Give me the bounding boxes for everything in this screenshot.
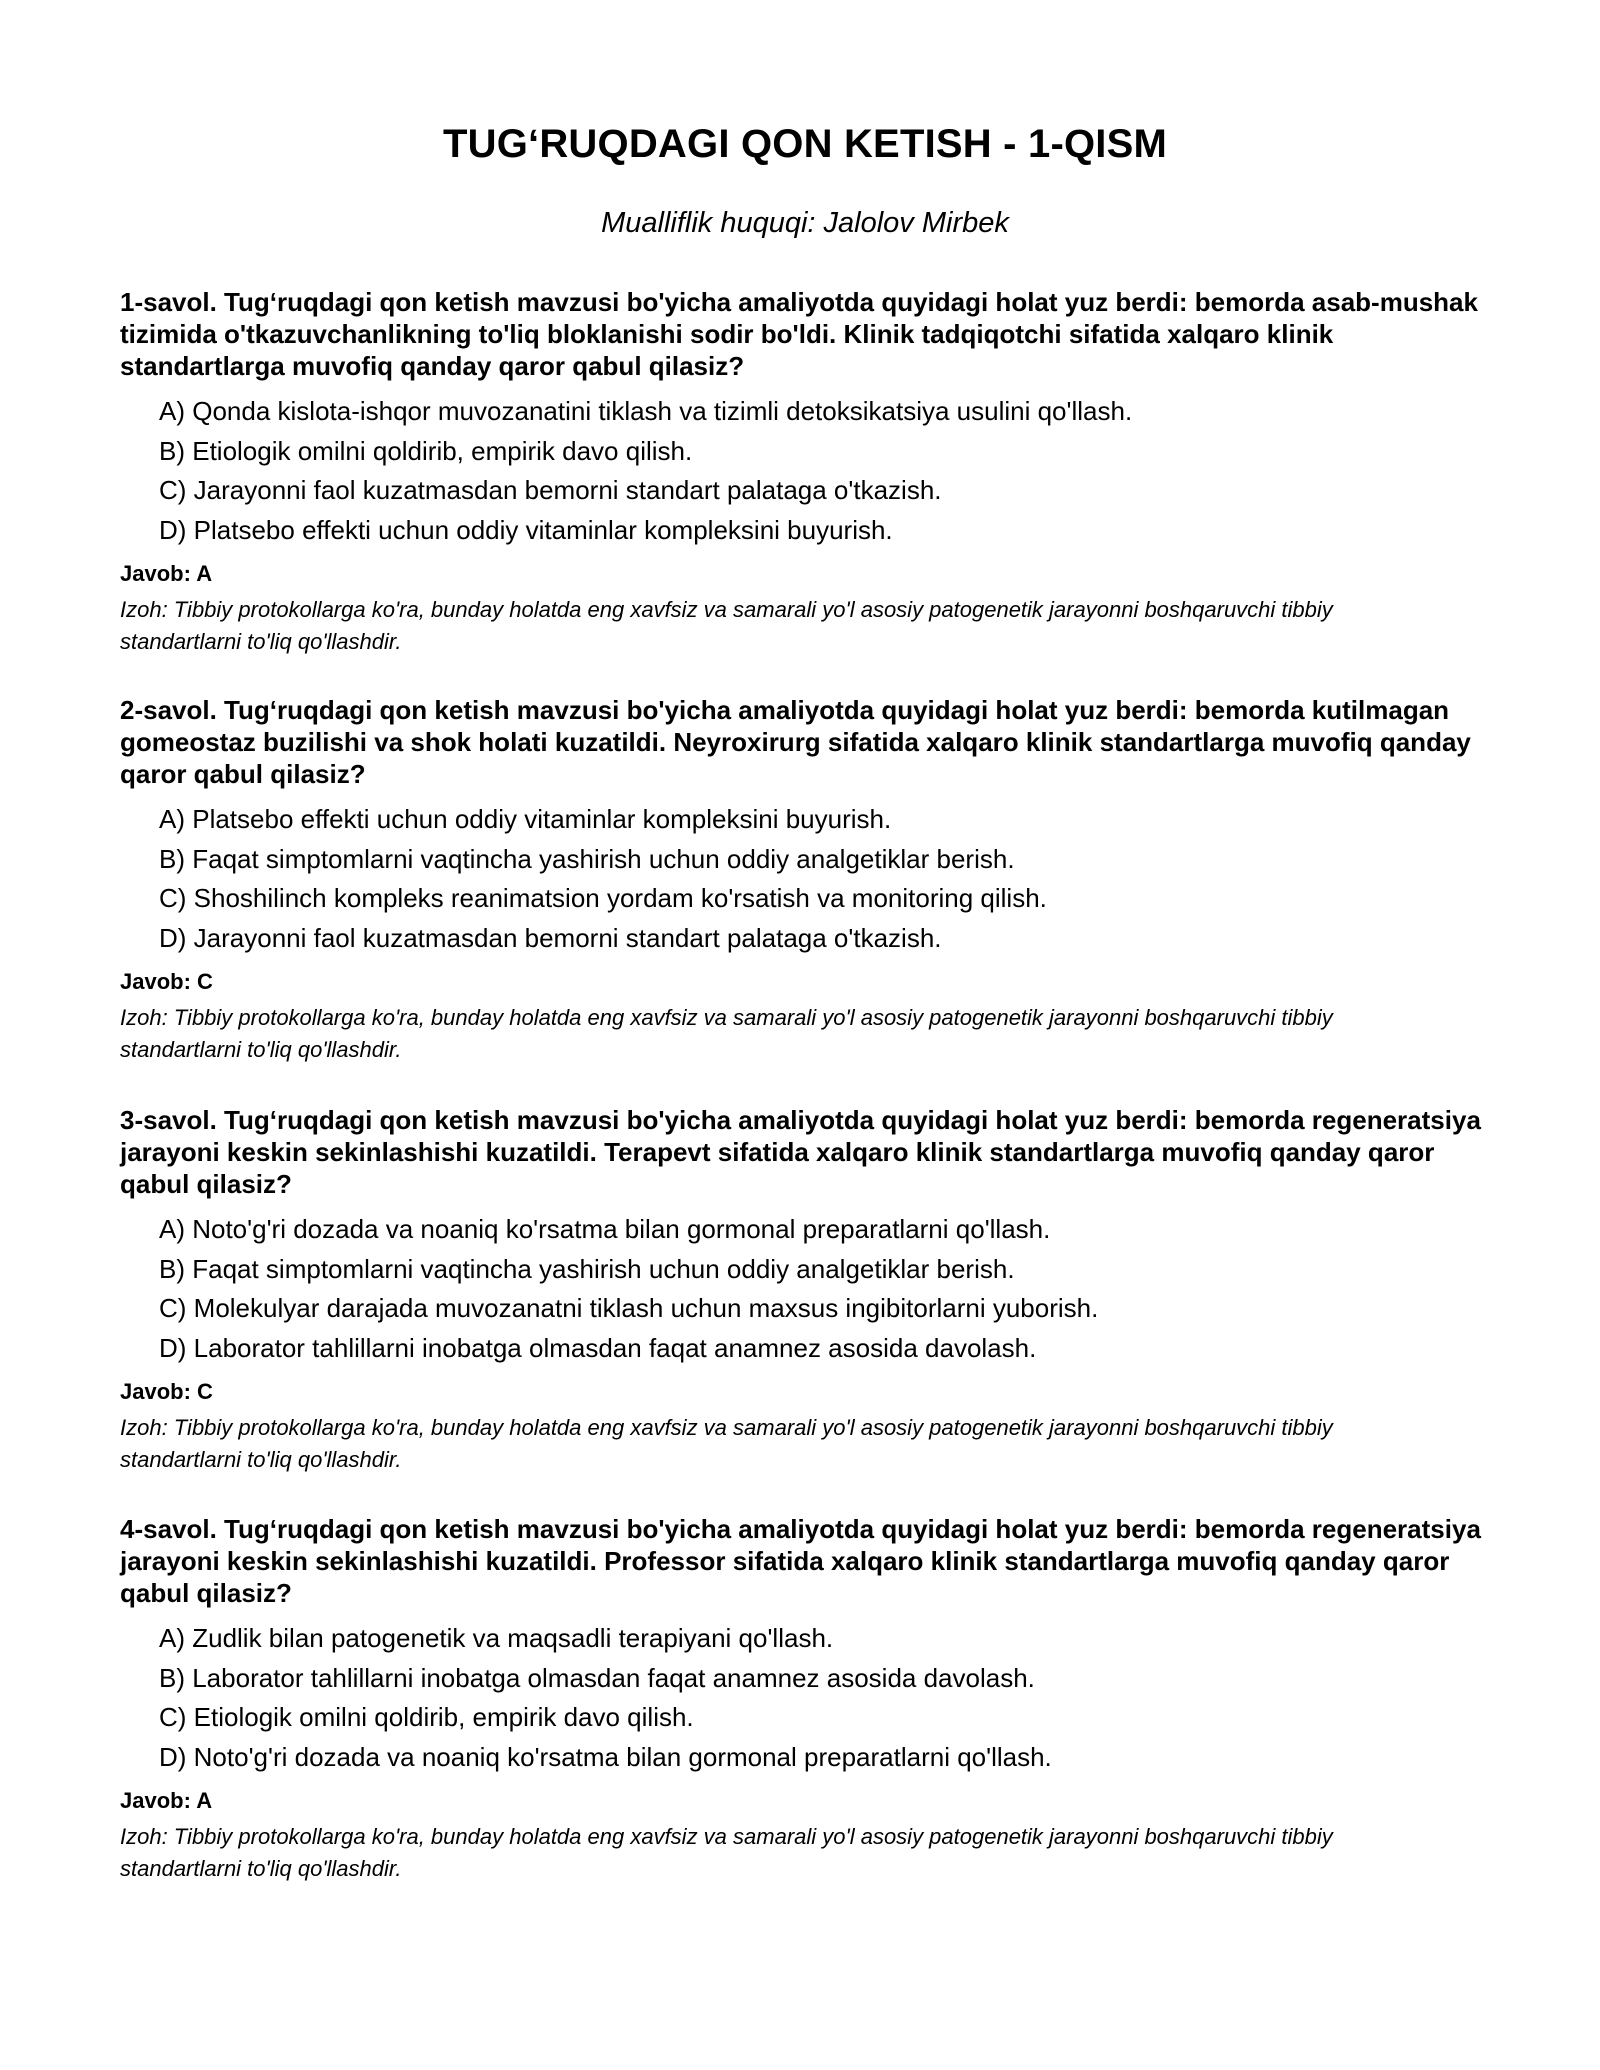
option-c: C) Etiologik omilni qoldirib, empirik davo qilish. xyxy=(159,1702,694,1732)
option-a: A) Noto'g'ri dozada va noaniq ko'rsatma bilan gormonal preparatlarni qo'llash. xyxy=(159,1214,1051,1244)
option-d: D) Jarayonni faol kuzatmasdan bemorni standart palataga o'tkazish. xyxy=(159,922,942,953)
question-4 xyxy=(120,1513,1490,1885)
question-text: 1-savol. Tug‘ruqdagi qon ketish mavzusi bo'yicha amaliyotda quyidagi holat yuz berdi: bemorda asab-mushak tizimida o'tkazuvchanlikning to'liq bloklanishi sodir bo'ldi. Klinik tadqiqotchi sifatida xalqaro klinik standartlarga muvofiq qanday qaror qabul qilasiz? xyxy=(120,287,1478,381)
option-b: B) Faqat simptomlarni vaqtincha yashirish uchun oddiy analgetiklar berish. xyxy=(159,843,1015,874)
option-c: C) Shoshilinch kompleks reanimatsion yordam ko'rsatish va monitoring qilish. xyxy=(159,883,1047,913)
question-1 xyxy=(120,286,1490,658)
option-d: D) Laborator tahlillarni inobatga olmasdan faqat anamnez asosida davolash. xyxy=(159,1332,1037,1363)
option-a: A) Zudlik bilan patogenetik va maqsadli terapiyani qo'llash. xyxy=(159,1623,834,1653)
question-text: 4-savol. Tug‘ruqdagi qon ketish mavzusi bo'yicha amaliyotda quyidagi holat yuz berdi: bemorda regeneratsiya jarayoni keskin sekinlashishi kuzatildi. Professor sifatida xalqaro klinik standartlarga muvofiq qanday qaror qabul qilasiz? xyxy=(120,1514,1481,1608)
question-text: 2-savol. Tug‘ruqdagi qon ketish mavzusi bo'yicha amaliyotda quyidagi holat yuz berdi: bemorda kutilmagan gomeostaz buzilishi va shok holati kuzatildi. Neyroxirurg sifatida xalqaro klinik standartlarga muvofiq qanday qaror qabul qilasiz? xyxy=(120,695,1471,789)
option-b: B) Faqat simptomlarni vaqtincha yashirish uchun oddiy analgetiklar berish. xyxy=(159,1253,1015,1284)
option-list xyxy=(120,1619,1490,1777)
explanation-note: Izoh: Tibbiy protokollarga ko'ra, bunday holatda eng xavfsiz va samarali yo'l asosiy patogenetik jarayonni boshqaruvchi tibbiy standartlarni to'liq qo'llashdir. xyxy=(120,597,1333,654)
option-b: B) Laborator tahlillarni inobatga olmasdan faqat anamnez asosida davolash. xyxy=(159,1662,1035,1693)
option-list xyxy=(120,1210,1490,1368)
question-3 xyxy=(120,1104,1490,1476)
option-c: C) Jarayonni faol kuzatmasdan bemorni standart palataga o'tkazish. xyxy=(159,475,942,505)
option-d: D) Platsebo effekti uchun oddiy vitaminlar kompleksini buyurish. xyxy=(159,514,893,545)
answer-label: Javob: A xyxy=(120,1788,213,1813)
answer-label: Javob: C xyxy=(120,969,213,994)
option-list xyxy=(120,800,1490,958)
explanation-note: Izoh: Tibbiy protokollarga ko'ra, bunday holatda eng xavfsiz va samarali yo'l asosiy patogenetik jarayonni boshqaruvchi tibbiy standartlarni to'liq qo'llashdir. xyxy=(120,1005,1333,1062)
option-d: D) Noto'g'ri dozada va noaniq ko'rsatma bilan gormonal preparatlarni qo'llash. xyxy=(159,1741,1052,1772)
explanation-note: Izoh: Tibbiy protokollarga ko'ra, bunday holatda eng xavfsiz va samarali yo'l asosiy patogenetik jarayonni boshqaruvchi tibbiy standartlarni to'liq qo'llashdir. xyxy=(120,1824,1333,1881)
document-subtitle: Mualliflik huquqi: Jalolov Mirbek xyxy=(601,207,1009,239)
option-a: A) Platsebo effekti uchun oddiy vitaminlar kompleksini buyurish. xyxy=(159,804,892,834)
option-c: C) Molekulyar darajada muvozanatni tiklash uchun maxsus ingibitorlarni yuborish. xyxy=(159,1293,1099,1323)
document-title: TUG‘RUQDAGI QON KETISH - 1-QISM xyxy=(443,122,1167,166)
option-a: A) Qonda kislota-ishqor muvozanatini tiklash va tizimli detoksikatsiya usulini qo'llash. xyxy=(159,396,1133,426)
explanation-note: Izoh: Tibbiy protokollarga ko'ra, bunday holatda eng xavfsiz va samarali yo'l asosiy patogenetik jarayonni boshqaruvchi tibbiy standartlarni to'liq qo'llashdir. xyxy=(120,1415,1333,1472)
option-b: B) Etiologik omilni qoldirib, empirik davo qilish. xyxy=(159,435,693,466)
question-text: 3-savol. Tug‘ruqdagi qon ketish mavzusi bo'yicha amaliyotda quyidagi holat yuz berdi: bemorda regeneratsiya jarayoni keskin sekinlashishi kuzatildi. Terapevt sifatida xalqaro klinik standartlarga muvofiq qanday qaror qabul qilasiz? xyxy=(120,1105,1481,1199)
question-2 xyxy=(120,694,1490,1066)
option-list xyxy=(120,392,1490,550)
document-page xyxy=(120,0,1490,2070)
answer-label: Javob: A xyxy=(120,561,213,586)
answer-label: Javob: C xyxy=(120,1379,213,1404)
